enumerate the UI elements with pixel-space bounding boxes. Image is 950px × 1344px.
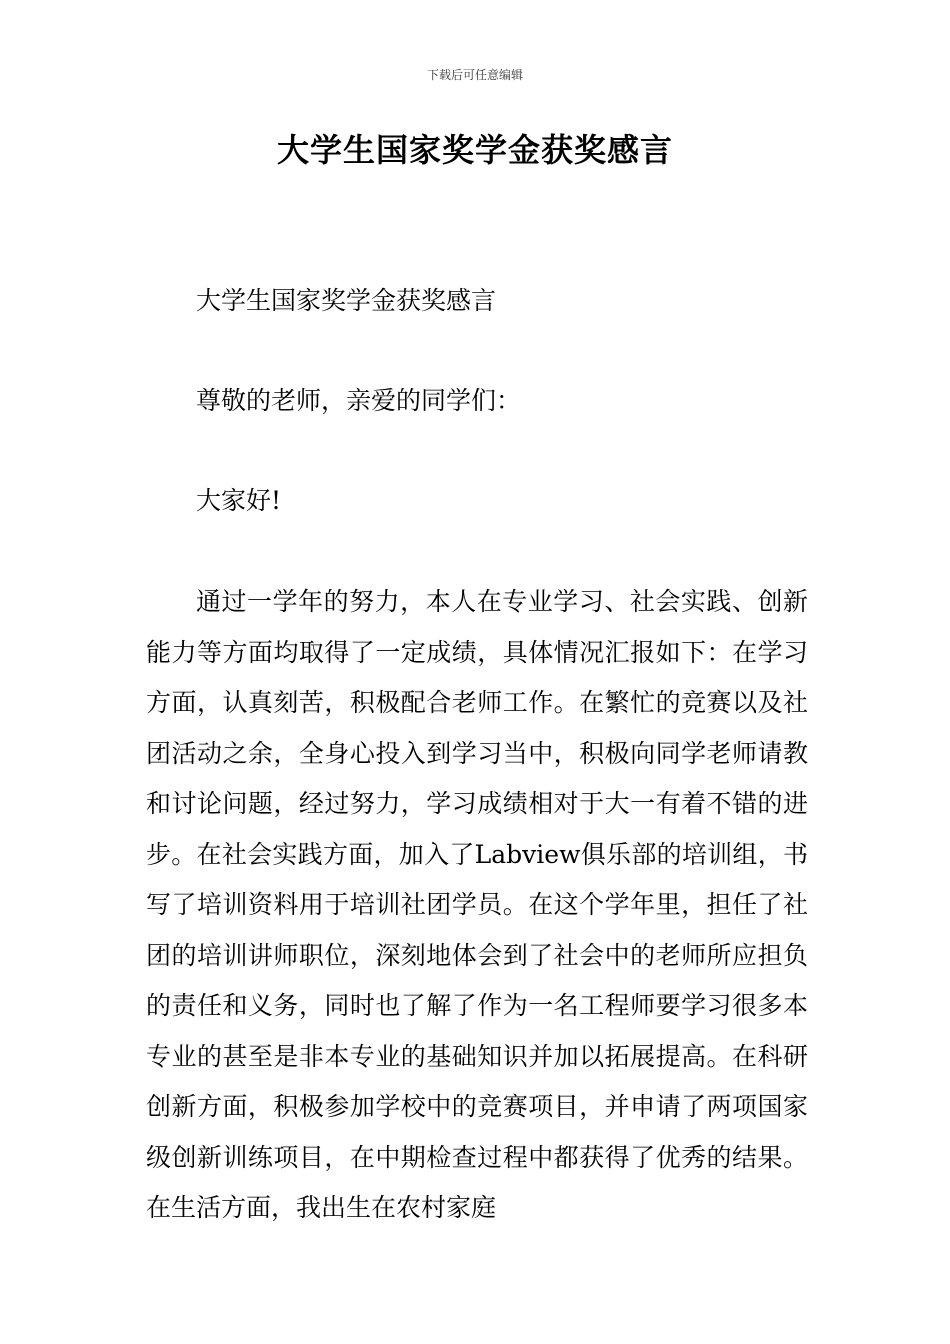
paragraph-salutation: 尊敬的老师，亲爱的同学们： xyxy=(196,386,522,415)
paragraph-body: 通过一学年的努力，本人在专业学习、社会实践、创新能力等方面均取得了一定成绩，具体情况汇报如下：在学习方面，认真刻苦，积极配合老师工作。在繁忙的竞赛以及社团活动之余，全身心投入到学习当中，积极向同学老师请教和讨论问题，经过努力，学习成绩相对于大一有着不错的进步。在社会实践方面，加入了Labview俱乐部的培训组，书写了培训资料用于培训社团学员。在这个学年里，担任了社团的培训讲师职位，深刻地体会到了社会中的老师所应担负的责任和义务，同时也了解了作为一名工程师要学习很多本专业的甚至是非本专业的基础知识并加以拓展提高。在科研创新方面，积极参加学校中的竞赛项目，并申请了两项国家级创新训练项目，在中期检查过程中都获得了优秀的结果。在生活方面，我出生在农村家庭 xyxy=(146,587,808,1222)
header-note: 下载后可任意编辑 xyxy=(426,68,523,82)
document-title: 大学生国家奖学金获奖感言 xyxy=(276,131,673,169)
paragraph-subtitle: 大学生国家奖学金获奖感言 xyxy=(196,286,497,315)
paragraph-greeting: 大家好! xyxy=(196,486,282,515)
